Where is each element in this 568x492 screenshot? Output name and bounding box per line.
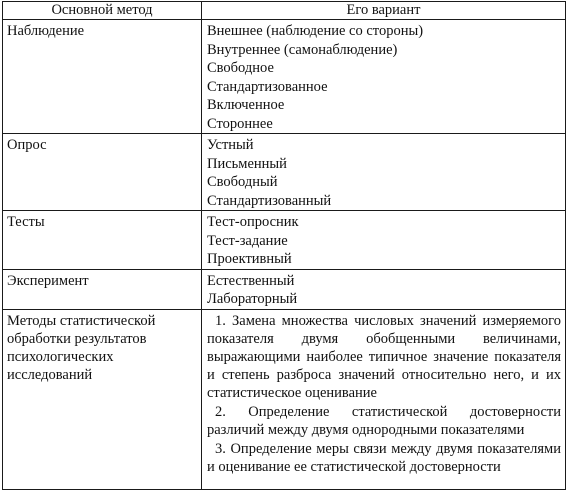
method-cell: Эксперимент: [3, 269, 202, 309]
variant-item: Естественный: [207, 272, 295, 289]
method-cell: Опрос: [3, 134, 202, 211]
variant-cell: [202, 134, 566, 211]
table-row: [3, 269, 566, 309]
table-row: [3, 20, 566, 134]
table-row: [3, 134, 566, 211]
method-cell: Тесты: [3, 211, 202, 270]
header-row: [3, 2, 566, 20]
method-label: Методы статистической обработки результатов психологических исследований: [7, 312, 156, 383]
variant-cell: [202, 309, 566, 490]
variant-item: Устный: [207, 137, 254, 153]
variant-cell: [202, 211, 566, 270]
variant-item: Стороннее: [207, 115, 273, 132]
variant-paragraph: 3. Определение меры связи между двумя показателями и оценивание ее статистической достоверности: [207, 440, 561, 475]
variant-item: Проективный: [207, 251, 292, 267]
variant-cell: [202, 269, 566, 309]
table-row: [3, 309, 566, 490]
variant-item: Тест-задание: [207, 232, 288, 249]
header-variant: Его вариант: [202, 2, 566, 20]
variant-cell: [202, 20, 566, 134]
method-cell: [3, 309, 202, 490]
variant-item: Внешнее (наблюдение со стороны): [207, 23, 424, 39]
method-cell: Наблюдение: [3, 20, 202, 134]
variant-item: Тест-опросник: [207, 214, 299, 230]
variant-item: Письменный: [207, 155, 287, 172]
variant-item: Стандартизованное: [207, 78, 328, 95]
table-row: [3, 211, 566, 270]
variant-item: Свободное: [207, 60, 274, 76]
variant-item: Лабораторный: [207, 291, 298, 307]
variant-paragraph: 1. Замена множества числовых значений измеряемого показателя двумя обобщенными величинами, выражающими наиболее типичное значение показателя и степень разброса значений относительно него, и их статистическое оценивание: [207, 312, 561, 401]
variant-item: Внутреннее (самонаблюдение): [207, 41, 398, 58]
methods-table: [2, 1, 566, 490]
variant-item: Стандартизованный: [207, 192, 332, 209]
header-method: Основной метод: [3, 2, 202, 20]
variant-item: Включенное: [207, 97, 285, 113]
variant-item: Свободный: [207, 174, 278, 190]
variant-paragraph: 2. Определение статистической достоверности различий между двумя однородными показателями: [207, 403, 561, 438]
